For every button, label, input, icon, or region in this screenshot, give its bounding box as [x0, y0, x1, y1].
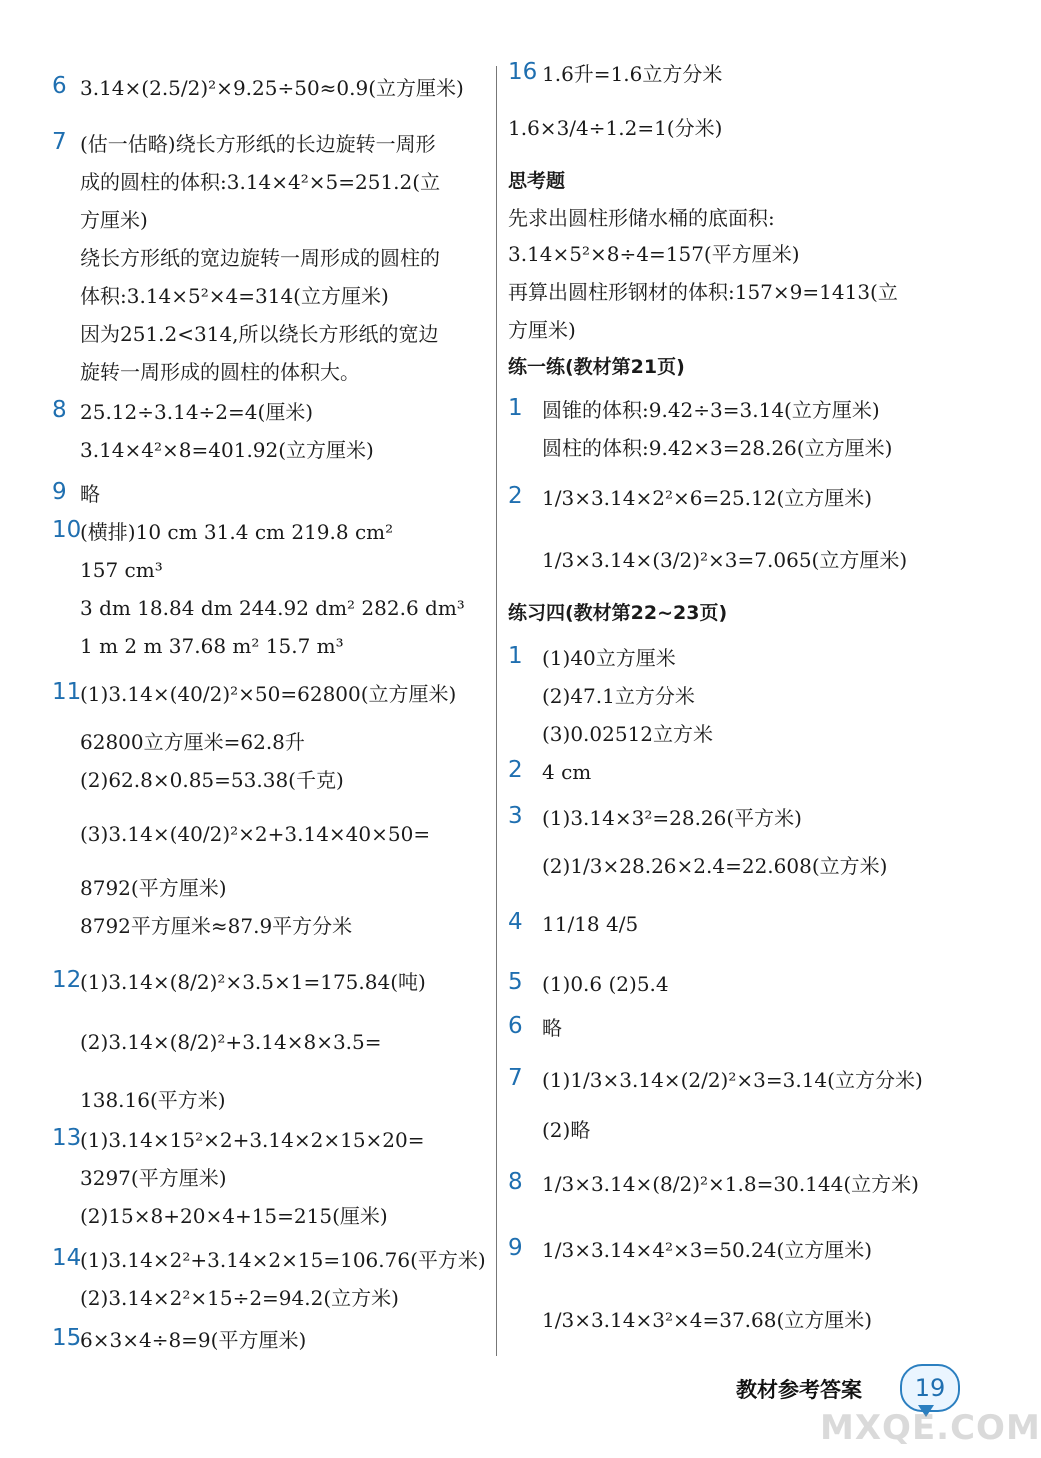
answer-text: (1)0.6 (2)5.4 — [542, 972, 669, 996]
answer-text: (2)47.1立方分米 — [542, 684, 695, 708]
item-number: 2 — [508, 757, 523, 783]
answer-text: (1)3.14×15²×2+3.14×2×15×20= — [80, 1128, 425, 1152]
answer-text: 圆柱的体积:9.42×3=28.26(立方厘米) — [542, 436, 893, 460]
answer-text: 成的圆柱的体积:3.14×4²×5=251.2(立 — [80, 170, 441, 194]
answer-text: 6×3×4÷8=9(平方厘米) — [80, 1328, 307, 1352]
answer-text: 25.12÷3.14÷2=4(厘米) — [80, 400, 314, 424]
item-number: 2 — [508, 483, 523, 509]
item-number: 5 — [508, 969, 523, 995]
answer-text: 3.14×4²×8=401.92(立方厘米) — [80, 438, 374, 462]
item-number: 9 — [52, 479, 67, 505]
answer-text: (2)62.8×0.85=53.38(千克) — [80, 768, 344, 792]
answer-text: 方厘米) — [508, 318, 576, 342]
item-number: 10 — [52, 517, 82, 543]
item-number: 14 — [52, 1245, 82, 1271]
column-divider — [496, 66, 497, 1356]
section-heading: 练一练(教材第21页) — [508, 356, 685, 378]
answer-text: 1 m 2 m 37.68 m² 15.7 m³ — [80, 634, 344, 658]
answer-text: (2)3.14×(8/2)²+3.14×8×3.5= — [80, 1030, 382, 1054]
answer-text: 8792平方厘米≈87.9平方分米 — [80, 914, 353, 938]
answer-text: 62800立方厘米=62.8升 — [80, 730, 305, 754]
answer-text: 略 — [542, 1016, 562, 1040]
answer-text: 因为251.2<314,所以绕长方形纸的宽边 — [80, 322, 439, 346]
answer-text: 1.6×3/4÷1.2=1(分米) — [508, 116, 723, 140]
answer-text: (2)略 — [542, 1118, 591, 1142]
item-number: 6 — [52, 73, 67, 99]
item-number: 12 — [52, 967, 82, 993]
answer-text: 3297(平方厘米) — [80, 1166, 227, 1190]
answer-text: 先求出圆柱形储水桶的底面积: — [508, 206, 775, 230]
item-number: 7 — [52, 129, 67, 155]
answer-text: 1/3×3.14×(3/2)²×3=7.065(立方厘米) — [542, 548, 908, 572]
item-number: 1 — [508, 643, 523, 669]
item-number: 11 — [52, 679, 82, 705]
answer-text: (1)3.14×(8/2)²×3.5×1=175.84(吨) — [80, 970, 426, 994]
answer-text: 11/18 4/5 — [542, 912, 639, 936]
answer-text: (2)3.14×2²×15÷2=94.2(立方米) — [80, 1286, 399, 1310]
item-number: 15 — [52, 1325, 82, 1351]
answer-text: 138.16(平方米) — [80, 1088, 226, 1112]
answer-text: 旋转一周形成的圆柱的体积大。 — [80, 360, 360, 384]
answer-text: (1)1/3×3.14×(2/2)²×3=3.14(立方分米) — [542, 1068, 923, 1092]
answer-text: 1/3×3.14×4²×3=50.24(立方厘米) — [542, 1238, 873, 1262]
answer-text: 圆锥的体积:9.42÷3=3.14(立方厘米) — [542, 398, 880, 422]
answer-text: 1.6升=1.6立方分米 — [542, 62, 723, 86]
answer-text: 1/3×3.14×3²×4=37.68(立方厘米) — [542, 1308, 873, 1332]
answer-text: (3)3.14×(40/2)²×2+3.14×40×50= — [80, 822, 431, 846]
answer-text: 体积:3.14×5²×4=314(立方厘米) — [80, 284, 389, 308]
answer-text: (2)15×8+20×4+15=215(厘米) — [80, 1204, 388, 1228]
item-number: 6 — [508, 1013, 523, 1039]
answer-text: (横排)10 cm 31.4 cm 219.8 cm² — [80, 520, 394, 544]
item-number: 3 — [508, 803, 523, 829]
answer-text: (2)1/3×28.26×2.4=22.608(立方米) — [542, 854, 888, 878]
answer-text: 4 cm — [542, 760, 592, 784]
item-number: 7 — [508, 1065, 523, 1091]
answer-text: 1/3×3.14×(8/2)²×1.8=30.144(立方米) — [542, 1172, 919, 1196]
page-number: 19 — [900, 1364, 960, 1412]
answer-text: 3 dm 18.84 dm 244.92 dm² 282.6 dm³ — [80, 596, 465, 620]
item-number: 1 — [508, 395, 523, 421]
answer-text: 1/3×3.14×2²×6=25.12(立方厘米) — [542, 486, 873, 510]
item-number: 8 — [52, 397, 67, 423]
answer-text: 方厘米) — [80, 208, 148, 232]
footer-label: 教材参考答案 — [736, 1378, 862, 1402]
section-heading: 思考题 — [508, 170, 566, 192]
item-number: 13 — [52, 1125, 82, 1151]
answer-text: (1)3.14×3²=28.26(平方米) — [542, 806, 802, 830]
answer-text: 绕长方形纸的宽边旋转一周形成的圆柱的 — [80, 246, 440, 270]
answer-text: 8792(平方厘米) — [80, 876, 227, 900]
answer-text: (估一估略)绕长方形纸的长边旋转一周形 — [80, 132, 436, 156]
section-heading: 练习四(教材第22~23页) — [508, 602, 728, 624]
answer-text: (3)0.02512立方米 — [542, 722, 714, 746]
answer-text: 略 — [80, 482, 100, 506]
answer-text: 3.14×(2.5/2)²×9.25÷50≈0.9(立方厘米) — [80, 76, 464, 100]
item-number: 8 — [508, 1169, 523, 1195]
answer-text: 157 cm³ — [80, 558, 163, 582]
answer-text: (1)3.14×2²+3.14×2×15=106.76(平方米) — [80, 1248, 486, 1272]
watermark: MXQE.COM — [820, 1408, 1041, 1448]
answer-text: 3.14×5²×8÷4=157(平方厘米) — [508, 242, 800, 266]
item-number: 4 — [508, 909, 523, 935]
answer-text: (1)3.14×(40/2)²×50=62800(立方厘米) — [80, 682, 457, 706]
item-number: 9 — [508, 1235, 523, 1261]
item-number: 16 — [508, 59, 538, 85]
answer-text: 再算出圆柱形钢材的体积:157×9=1413(立 — [508, 280, 898, 304]
answer-text: (1)40立方厘米 — [542, 646, 676, 670]
